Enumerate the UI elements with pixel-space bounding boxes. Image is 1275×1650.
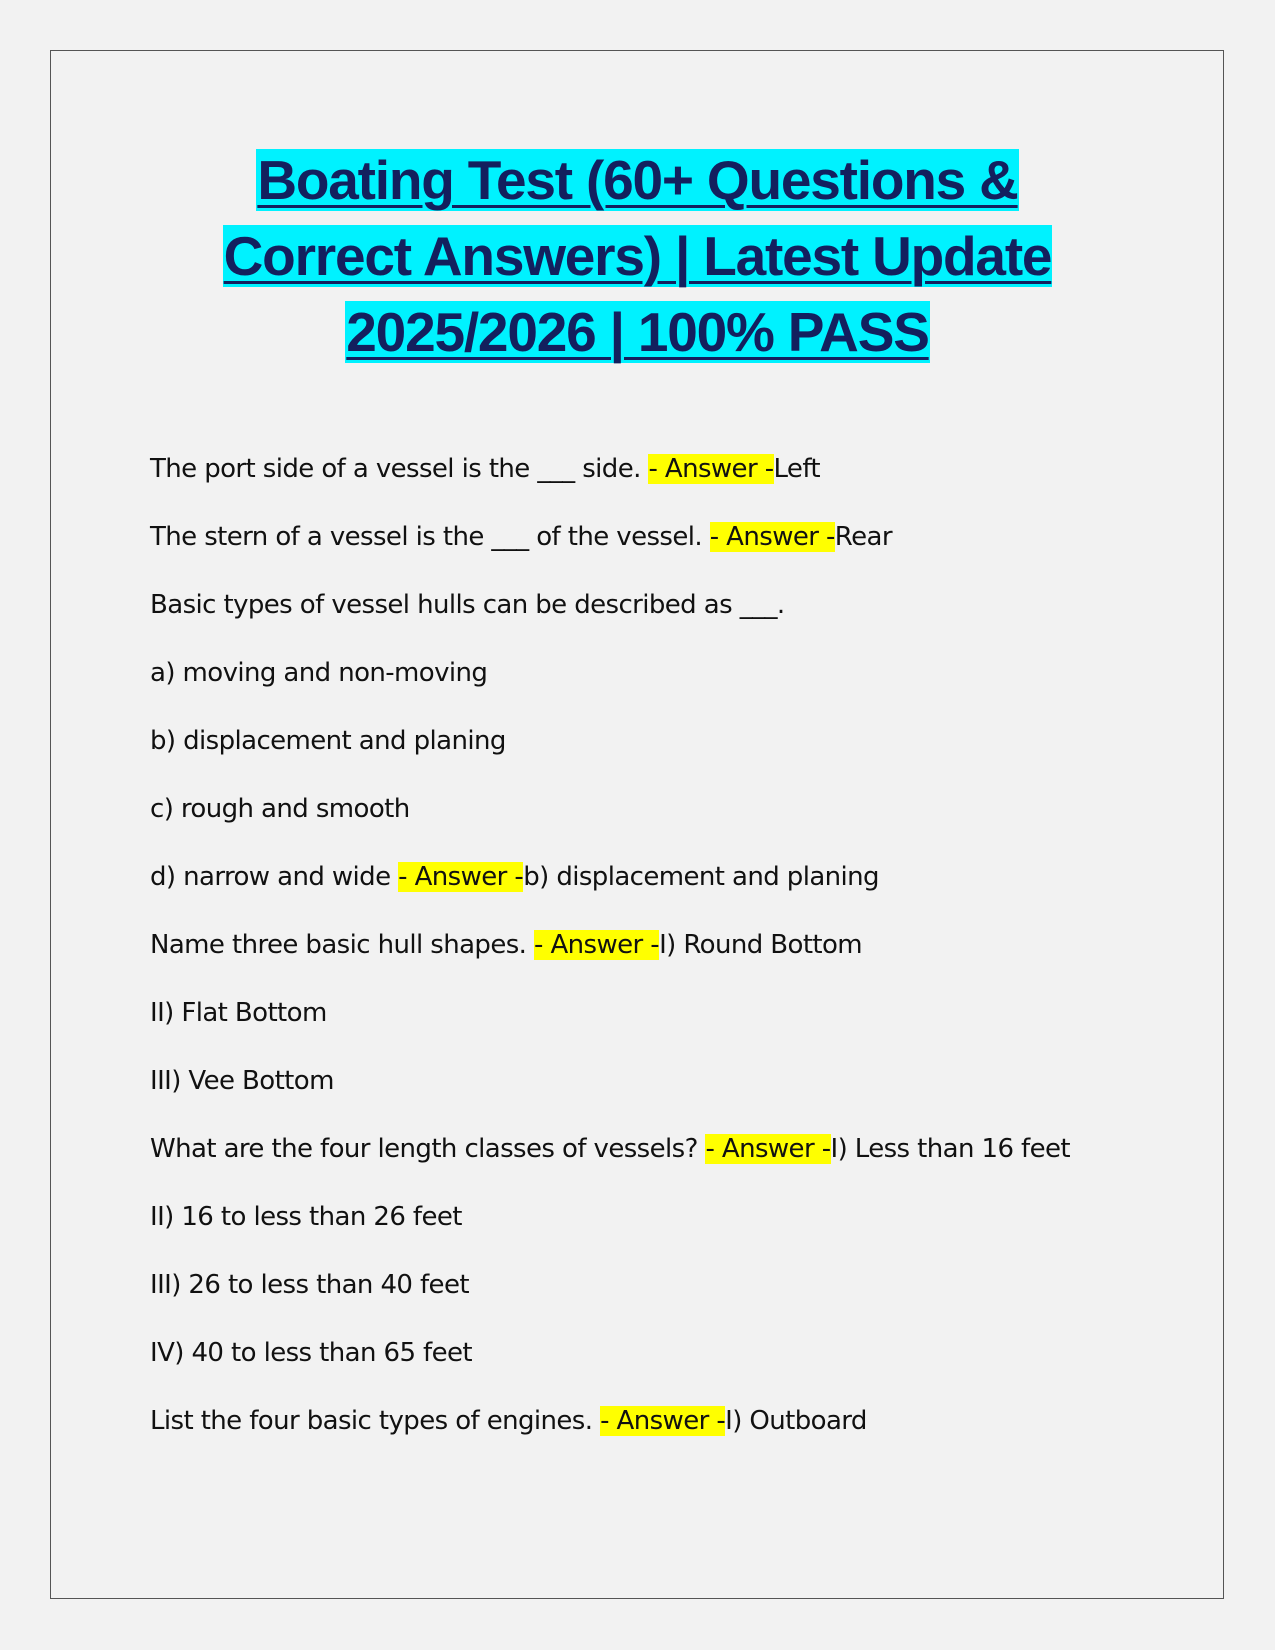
answer-marker: - Answer - bbox=[600, 1406, 726, 1436]
answer-text: I) Less than 16 feet bbox=[830, 1134, 1070, 1164]
qa-content bbox=[150, 446, 1090, 1466]
question-text: Basic types of vessel hulls can be described as ___. bbox=[150, 590, 785, 620]
answer-marker: - Answer - bbox=[534, 930, 660, 960]
question-text: The port side of a vessel is the ___ side. bbox=[150, 454, 649, 484]
question-text: The stern of a vessel is the ___ of the vessel. bbox=[150, 522, 710, 552]
answer-text: II) Flat Bottom bbox=[150, 998, 327, 1028]
option-a: a) moving and non-moving bbox=[150, 658, 488, 688]
answer-marker: - Answer - bbox=[705, 1134, 831, 1164]
qa-line bbox=[150, 1398, 1090, 1445]
question-text: List the four basic types of engines. bbox=[150, 1406, 601, 1436]
qa-line bbox=[150, 922, 1090, 969]
qa-line bbox=[150, 1126, 1090, 1173]
option-d: d) narrow and wide bbox=[150, 862, 399, 892]
qa-line bbox=[150, 514, 1090, 561]
answer-text: I) Round Bottom bbox=[659, 930, 863, 960]
option-c: c) rough and smooth bbox=[150, 794, 410, 824]
document-title bbox=[140, 142, 1135, 370]
answer-text: I) Outboard bbox=[725, 1406, 867, 1436]
title-line-3: 2025/2026 | 100% PASS bbox=[346, 301, 929, 363]
answer-marker: - Answer - bbox=[398, 862, 524, 892]
option-b: b) displacement and planing bbox=[150, 726, 506, 756]
answer-marker: - Answer - bbox=[648, 454, 774, 484]
title-line-2: Correct Answers) | Latest Update bbox=[223, 225, 1052, 287]
answer-text: II) 16 to less than 26 feet bbox=[150, 1202, 462, 1232]
answer-text: III) Vee Bottom bbox=[150, 1066, 334, 1096]
answer-text: IV) 40 to less than 65 feet bbox=[150, 1338, 472, 1368]
answer-text: III) 26 to less than 40 feet bbox=[150, 1270, 469, 1300]
answer-text: b) displacement and planing bbox=[523, 862, 879, 892]
question-text: What are the four length classes of vessels? bbox=[150, 1134, 706, 1164]
answer-text: Left bbox=[773, 454, 821, 484]
answer-text: Rear bbox=[834, 522, 892, 552]
question-text: Name three basic hull shapes. bbox=[150, 930, 534, 960]
title-line-1: Boating Test (60+ Questions & bbox=[257, 149, 1018, 211]
qa-line bbox=[150, 854, 1090, 901]
qa-line bbox=[150, 446, 1090, 493]
answer-marker: - Answer - bbox=[709, 522, 835, 552]
